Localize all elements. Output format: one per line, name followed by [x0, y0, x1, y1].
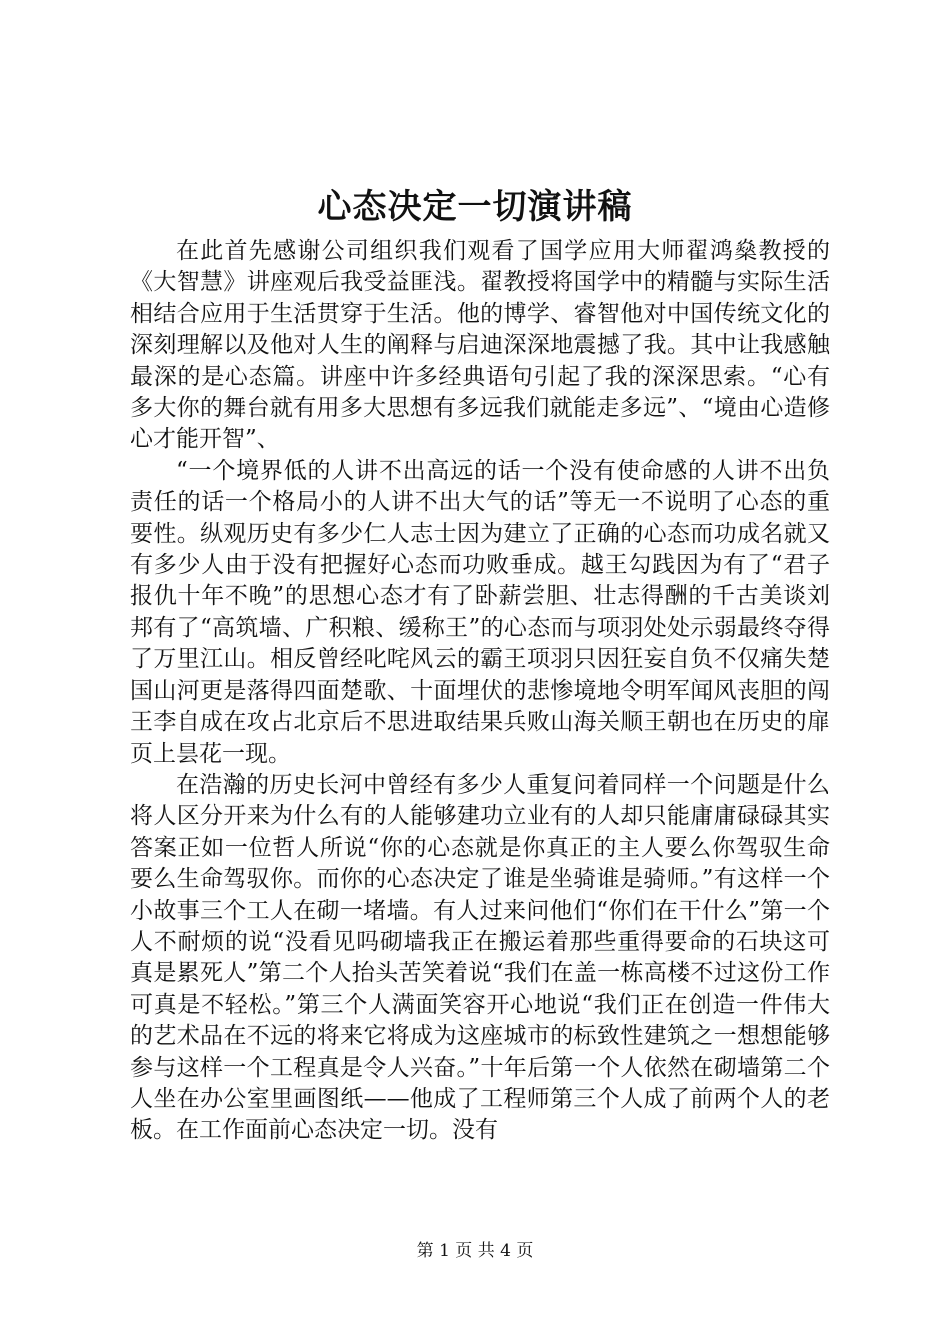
- document-body: [130, 236, 830, 1147]
- paragraph-1: 在此首先感谢公司组织我们观看了国学应用大师翟鸿燊教授的《大智慧》讲座观后我受益匪浅。翟教授将国学中的精髓与实际生活相结合应用于生活贯穿于生活。他的博学、睿智他对中国传统文化的深刻理解以及他对人生的阐释与启迪深深地震撼了我。其中让我感触最深的是心态篇。讲座中许多经典语句引起了我的深深思索。“心有多大你的舞台就有用多大思想有多远我们就能走多远”、“境由心造修心才能开智”、: [130, 238, 830, 453]
- paragraph-3: 在浩瀚的历史长河中曾经有多少人重复问着同样一个问题是什么将人区分开来为什么有的人能够建功立业有的人却只能庸庸碌碌其实答案正如一位哲人所说“你的心态就是你真正的主人要么你驾驭生命要么生命驾驭你。而你的心态决定了谁是坐骑谁是骑师。”有这样一个小故事三个工人在砌一堵墙。有人过来问他们“你们在干什么”第一个人不耐烦的说“没看见吗砌墙我正在搬运着那些重得要命的石块这可真是累死人”第二个人抬头苦笑着说“我们在盖一栋高楼不过这份工作可真是不轻松。”第三个人满面笑容开心地说“我们正在创造一件伟大的艺术品在不远的将来它将成为这座城市的标致性建筑之一想想能够参与这样一个工程真是令人兴奋。”十年后第一个人依然在砌墙第二个人坐在办公室里画图纸——他成了工程师第三个人成了前两个人的老板。在工作面前心态决定一切。没有: [130, 771, 830, 1144]
- document-title: 心态决定一切演讲稿: [317, 187, 633, 227]
- page-number-footer: 第 1 页 共 4 页: [416, 1241, 534, 1261]
- paragraph-2: “一个境界低的人讲不出高远的话一个没有使命感的人讲不出负责任的话一个格局小的人讲不出大气的话”等无一不说明了心态的重要性。纵观历史有多少仁人志士因为建立了正确的心态而功成名就又有多少人由于没有把握好心态而功败垂成。越王勾践因为有了“君子报仇十年不晚”的思想心态才有了卧薪尝胆、壮志得酬的千古美谈刘邦有了“高筑墙、广积粮、缓称王”的心态而与项羽处处示弱最终夺得了万里江山。相反曾经叱咤风云的霸王项羽只因狂妄自负不仅痛失楚国山河更是落得四面楚歌、十面埋伏的悲惨境地令明军闻风丧胆的闯王李自成在攻占北京后不思进取结果兵败山海关顺王朝也在历史的扉页上昙花一现。: [130, 457, 830, 767]
